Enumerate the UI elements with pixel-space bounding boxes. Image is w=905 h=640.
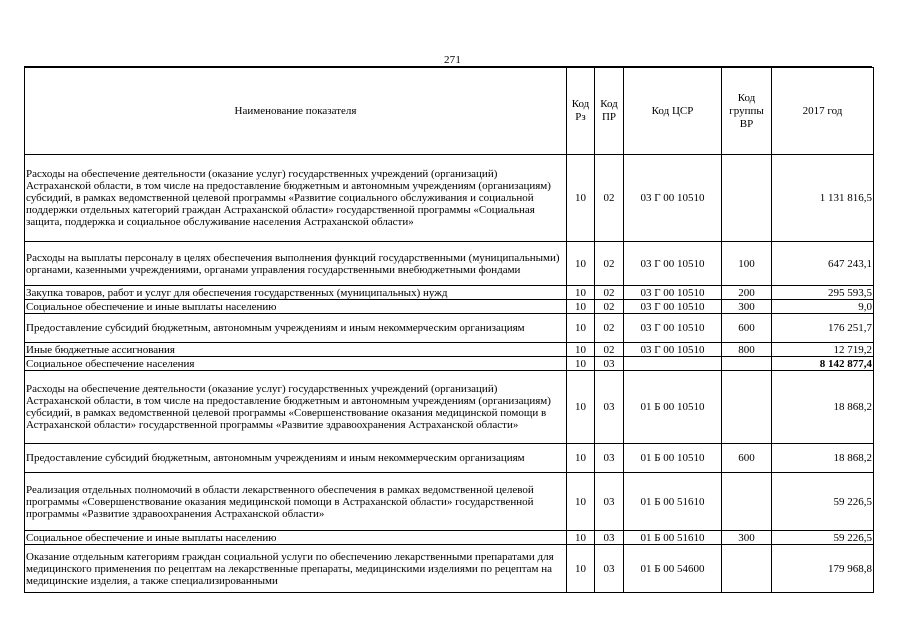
row-amount: 59 226,5 <box>772 473 874 531</box>
header-name: Наименование показателя <box>25 68 567 155</box>
row-pr: 02 <box>595 343 624 357</box>
row-csr: 01 Б 00 51610 <box>624 473 722 531</box>
row-vr: 200 <box>722 286 772 300</box>
row-rz: 10 <box>567 343 595 357</box>
row-amount: 9,0 <box>772 300 874 314</box>
row-vr: 800 <box>722 343 772 357</box>
row-rz: 10 <box>567 242 595 286</box>
row-rz: 10 <box>567 545 595 593</box>
row-csr: 03 Г 00 10510 <box>624 314 722 343</box>
row-pr: 03 <box>595 545 624 593</box>
row-amount: 59 226,5 <box>772 531 874 545</box>
table-row <box>25 545 874 593</box>
row-csr: 03 Г 00 10510 <box>624 242 722 286</box>
row-vr <box>722 545 772 593</box>
table-row <box>25 444 874 473</box>
row-rz: 10 <box>567 531 595 545</box>
row-pr: 02 <box>595 314 624 343</box>
row-amount: 18 868,2 <box>772 444 874 473</box>
row-pr: 02 <box>595 242 624 286</box>
row-vr <box>722 357 772 371</box>
row-pr: 02 <box>595 155 624 242</box>
row-rz: 10 <box>567 473 595 531</box>
row-rz: 10 <box>567 357 595 371</box>
row-csr: 03 Г 00 10510 <box>624 155 722 242</box>
row-name: Расходы на обеспечение деятельности (оказание услуг) государственных учреждений (организаций) Астраханской области, в том числе на предоставление бюджетным и автономным учреждениям (организациям) субсидий, в рамках ведомственной целевой программы «Совершенствование оказания медицинской помощи в Астраханской области» государственной программы «Развитие здравоохранения Астраханской области» <box>25 371 567 444</box>
table-row <box>25 242 874 286</box>
row-pr: 03 <box>595 531 624 545</box>
row-csr: 01 Б 00 10510 <box>624 444 722 473</box>
row-name: Закупка товаров, работ и услуг для обеспечения государственных (муниципальных) нужд <box>25 286 567 300</box>
row-name: Предоставление субсидий бюджетным, автономным учреждениям и иным некоммерческим организациям <box>25 314 567 343</box>
row-amount: 8 142 877,4 <box>772 357 874 371</box>
table-row <box>25 371 874 444</box>
row-vr: 600 <box>722 444 772 473</box>
row-rz: 10 <box>567 444 595 473</box>
row-amount: 18 868,2 <box>772 371 874 444</box>
row-pr: 03 <box>595 357 624 371</box>
header-rz: Код Рз <box>567 68 595 155</box>
row-name: Реализация отдельных полномочий в области лекарственного обеспечения в рамках ведомственной целевой программы «Совершенствование оказания медицинской помощи в Астраханской области» государственной программы «Развитие здравоохранения Астраханской области» <box>25 473 567 531</box>
row-rz: 10 <box>567 155 595 242</box>
row-vr: 300 <box>722 300 772 314</box>
row-csr: 03 Г 00 10510 <box>624 343 722 357</box>
row-amount: 179 968,8 <box>772 545 874 593</box>
row-pr: 02 <box>595 286 624 300</box>
row-amount: 176 251,7 <box>772 314 874 343</box>
row-amount: 12 719,2 <box>772 343 874 357</box>
row-vr <box>722 371 772 444</box>
row-vr: 100 <box>722 242 772 286</box>
table-row <box>25 300 874 314</box>
row-csr: 03 Г 00 10510 <box>624 300 722 314</box>
row-pr: 03 <box>595 371 624 444</box>
row-rz: 10 <box>567 286 595 300</box>
row-vr <box>722 155 772 242</box>
row-name: Социальное обеспечение и иные выплаты населению <box>25 531 567 545</box>
row-vr: 600 <box>722 314 772 343</box>
row-pr: 03 <box>595 473 624 531</box>
row-vr <box>722 473 772 531</box>
row-name: Расходы на выплаты персоналу в целях обеспечения выполнения функций государственными (муниципальными) органами, казенными учреждениями, органами управления государственными внебюджетными фондами <box>25 242 567 286</box>
row-pr: 02 <box>595 300 624 314</box>
header-year: 2017 год <box>772 68 874 155</box>
row-name: Оказание отдельным категориям граждан социальной услуги по обеспечению лекарственными препаратами для медицинского применения по рецептам на лекарственные препараты, медицинскими изделиями по рецептам на медицинские изделия, а также специализированными <box>25 545 567 593</box>
row-name: Иные бюджетные ассигнования <box>25 343 567 357</box>
row-csr: 03 Г 00 10510 <box>624 286 722 300</box>
row-name: Расходы на обеспечение деятельности (оказание услуг) государственных учреждений (организаций) Астраханской области, в том числе на предоставление бюджетным и автономным учреждениям (организациям) субсидий, в рамках ведомственной целевой программы «Развитие социального обслуживания и социальной поддержки отдельных категорий граждан Астраханской области» государственной программы «Социальная защита, поддержка и социальное обслуживание населения Астраханской области» <box>25 155 567 242</box>
row-pr: 03 <box>595 444 624 473</box>
table-row <box>25 531 874 545</box>
row-rz: 10 <box>567 314 595 343</box>
budget-table <box>24 67 874 593</box>
row-csr: 01 Б 00 54600 <box>624 545 722 593</box>
row-name: Социальное обеспечение и иные выплаты населению <box>25 300 567 314</box>
row-amount: 1 131 816,5 <box>772 155 874 242</box>
row-rz: 10 <box>567 371 595 444</box>
row-vr: 300 <box>722 531 772 545</box>
table-row <box>25 155 874 242</box>
page-number: 271 <box>443 54 462 66</box>
row-name: Предоставление субсидий бюджетным, автономным учреждениям и иным некоммерческим организациям <box>25 444 567 473</box>
row-amount: 647 243,1 <box>772 242 874 286</box>
table-row <box>25 473 874 531</box>
row-csr: 01 Б 00 10510 <box>624 371 722 444</box>
row-amount: 295 593,5 <box>772 286 874 300</box>
header-csr: Код ЦСР <box>624 68 722 155</box>
table-header-row <box>25 68 874 155</box>
table-row <box>25 286 874 300</box>
table-row <box>25 343 874 357</box>
row-rz: 10 <box>567 300 595 314</box>
table-row <box>25 314 874 343</box>
row-csr: 01 Б 00 51610 <box>624 531 722 545</box>
row-name: Социальное обеспечение населения <box>25 357 567 371</box>
row-csr <box>624 357 722 371</box>
table-row <box>25 357 874 371</box>
header-pr: Код ПР <box>595 68 624 155</box>
header-vr: Код группы ВР <box>722 68 772 155</box>
